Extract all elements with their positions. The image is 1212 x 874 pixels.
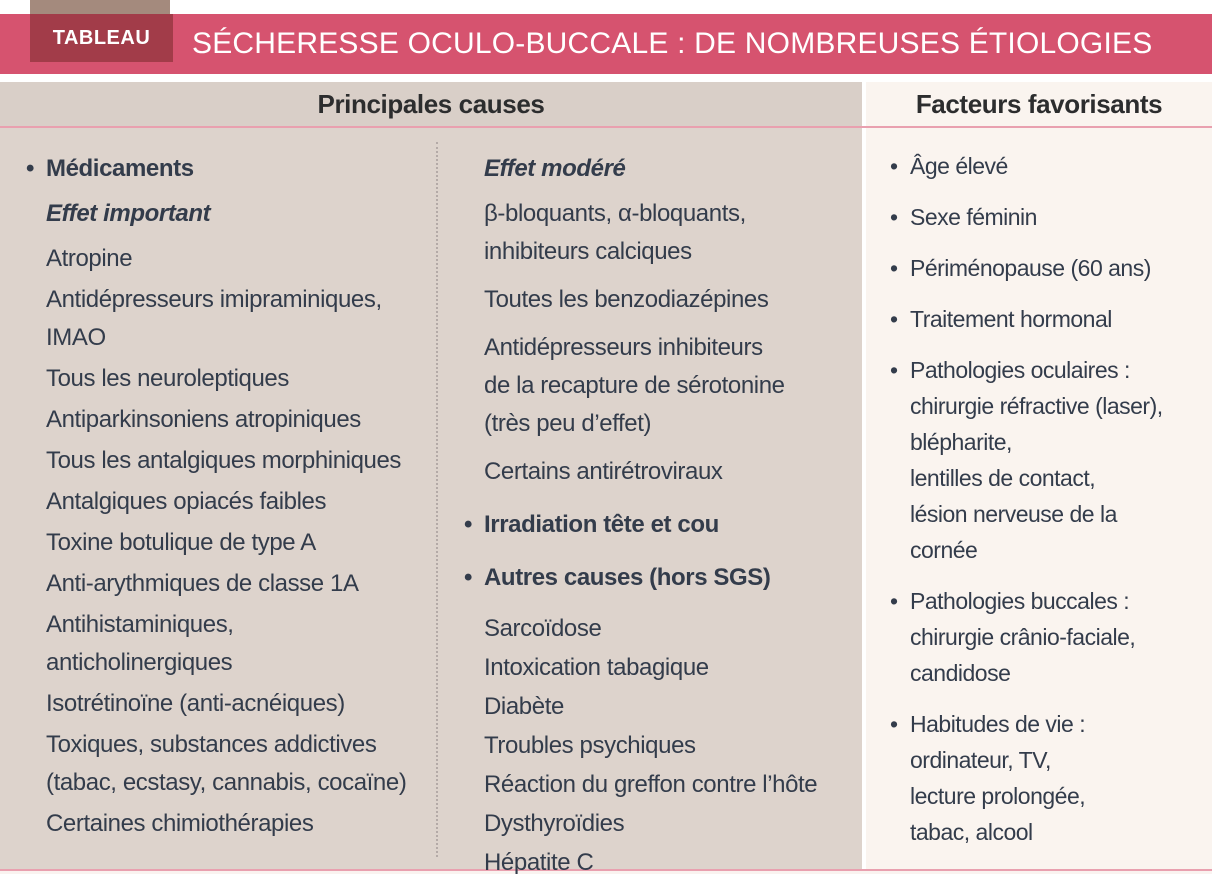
- list-item: [464, 453, 856, 491]
- text-line: Habitudes de vie :: [910, 711, 1086, 737]
- text-line: chirurgie crânio-faciale,: [910, 624, 1136, 650]
- list-item: [890, 706, 1206, 850]
- spacer: [0, 74, 1212, 82]
- text-line: Antalgiques opiacés faibles: [46, 488, 327, 515]
- text-line: Sarcoïdose: [484, 615, 602, 642]
- page-title: SÉCHERESSE OCULO-BUCCALE : DE NOMBREUSES ÉTIOLOGIES: [192, 27, 1153, 60]
- list-item: [26, 805, 428, 843]
- text-line: Traitement hormonal: [910, 306, 1112, 332]
- list-item: [464, 649, 856, 687]
- tableau-tag-label: TABLEAU: [52, 26, 151, 49]
- text-line: β-bloquants, α-bloquants,: [484, 200, 746, 227]
- text-line: Antihistaminiques,: [46, 611, 234, 638]
- table-body: [0, 128, 1212, 874]
- bullet-icon: •: [890, 153, 898, 179]
- text-line: candidose: [910, 660, 1011, 686]
- list-item: [26, 442, 428, 480]
- text-line: Atropine: [46, 245, 133, 272]
- text-line: Toutes les benzodiazépines: [484, 286, 769, 313]
- text-line: Pathologies buccales :: [910, 588, 1130, 614]
- bullet-icon: •: [890, 204, 898, 230]
- list-item: [464, 805, 856, 843]
- text-line: Irradiation tête et cou: [484, 511, 719, 538]
- text-line: Certaines chimiothérapies: [46, 810, 314, 837]
- list-item: [26, 240, 428, 278]
- text-line: tabac, alcool: [910, 819, 1033, 845]
- text-line: (très peu d’effet): [484, 410, 652, 437]
- header-principales-causes-label: Principales causes: [317, 88, 545, 119]
- title-bar: [0, 14, 1212, 74]
- bullet-icon: •: [464, 511, 473, 538]
- text-line: Effet modéré: [484, 155, 626, 182]
- text-line: Antidépresseurs inhibiteurs: [484, 334, 763, 361]
- tableau-tab-top: [30, 0, 170, 14]
- bullet-icon: •: [890, 588, 898, 614]
- bullet-icon: •: [890, 255, 898, 281]
- text-line: Sexe féminin: [910, 204, 1037, 230]
- text-line: (tabac, ecstasy, cannabis, cocaïne): [46, 769, 407, 796]
- text-line: de la recapture de sérotonine: [484, 372, 785, 399]
- list-item: [890, 301, 1206, 337]
- text-line: Tous les neuroleptiques: [46, 365, 289, 392]
- header-facteurs-favorisants: [866, 82, 1212, 126]
- principales-causes-region: [0, 128, 862, 874]
- text-line: Antiparkinsoniens atropiniques: [46, 406, 361, 433]
- list-item: [464, 727, 856, 765]
- list-item: [890, 352, 1206, 568]
- text-line: Dysthyroïdies: [484, 810, 625, 837]
- text-line: Antidépresseurs imipraminiques,: [46, 286, 382, 313]
- list-item: [890, 199, 1206, 235]
- list-item: [464, 559, 856, 597]
- text-line: Périménopause (60 ans): [910, 255, 1151, 281]
- text-line: Anti-arythmiques de classe 1A: [46, 570, 359, 597]
- tableau-tag: [30, 14, 173, 62]
- text-line: Intoxication tabagique: [484, 654, 709, 681]
- list-item: [464, 688, 856, 726]
- body-column: [866, 128, 1212, 869]
- text-line: Âge élevé: [910, 153, 1008, 179]
- bullet-icon: •: [890, 306, 898, 332]
- list-item: [26, 726, 428, 802]
- text-line: ordinateur, TV,: [910, 747, 1051, 773]
- list-item: [26, 565, 428, 603]
- text-line: Médicaments: [46, 155, 194, 182]
- list-item: [464, 506, 856, 544]
- list-item: [26, 483, 428, 521]
- text-line: chirurgie réfractive (laser),: [910, 393, 1163, 419]
- text-line: lentilles de contact,: [910, 465, 1096, 491]
- bullet-icon: •: [26, 155, 35, 182]
- text-line: Effet important: [46, 200, 211, 227]
- list-item: [26, 524, 428, 562]
- text-line: Autres causes (hors SGS): [484, 564, 771, 591]
- text-line: Toxine botulique de type A: [46, 529, 316, 556]
- list-item: [26, 606, 428, 682]
- list-item: [26, 401, 428, 439]
- text-line: Certains antirétroviraux: [484, 458, 723, 485]
- text-line: Troubles psychiques: [484, 732, 696, 759]
- list-item: [464, 610, 856, 648]
- text-line: Réaction du greffon contre l’hôte: [484, 771, 818, 798]
- text-line: inhibiteurs calciques: [484, 238, 692, 265]
- text-line: Toxiques, substances addictives: [46, 731, 377, 758]
- text-line: Hépatite C: [484, 849, 594, 874]
- text-line: Isotrétinoïne (anti-acnéiques): [46, 690, 345, 717]
- list-item: [890, 583, 1206, 691]
- text-line: Tous les antalgiques morphiniques: [46, 447, 402, 474]
- bullet-icon: •: [890, 711, 898, 737]
- text-line: lésion nerveuse de la: [910, 501, 1117, 527]
- list-item: [464, 281, 856, 319]
- list-item: [890, 250, 1206, 286]
- list-item: [464, 766, 856, 804]
- text-line: anticholinergiques: [46, 649, 233, 676]
- list-item: [464, 195, 856, 271]
- header-principales-causes: [0, 82, 862, 126]
- text-line: cornée: [910, 537, 978, 563]
- list-item: [26, 281, 428, 357]
- text-line: blépharite,: [910, 429, 1012, 455]
- column-headers: [0, 82, 1212, 126]
- list-item: [464, 329, 856, 443]
- list-item: [26, 150, 428, 188]
- list-item: [890, 148, 1206, 184]
- text-line: lecture prolongée,: [910, 783, 1086, 809]
- body-column: [0, 128, 436, 869]
- text-line: Pathologies oculaires :: [910, 357, 1130, 383]
- list-item: [464, 844, 856, 874]
- list-item: [464, 150, 856, 188]
- text-line: IMAO: [46, 324, 106, 351]
- header-facteurs-favorisants-label: Facteurs favorisants: [915, 88, 1163, 119]
- list-item: [26, 685, 428, 723]
- bullet-icon: •: [890, 357, 898, 383]
- list-item: [26, 360, 428, 398]
- text-line: Diabète: [484, 693, 564, 720]
- bullet-icon: •: [464, 564, 473, 591]
- body-column: [438, 128, 862, 874]
- list-item: [26, 195, 428, 233]
- tab-strip: [0, 0, 1212, 14]
